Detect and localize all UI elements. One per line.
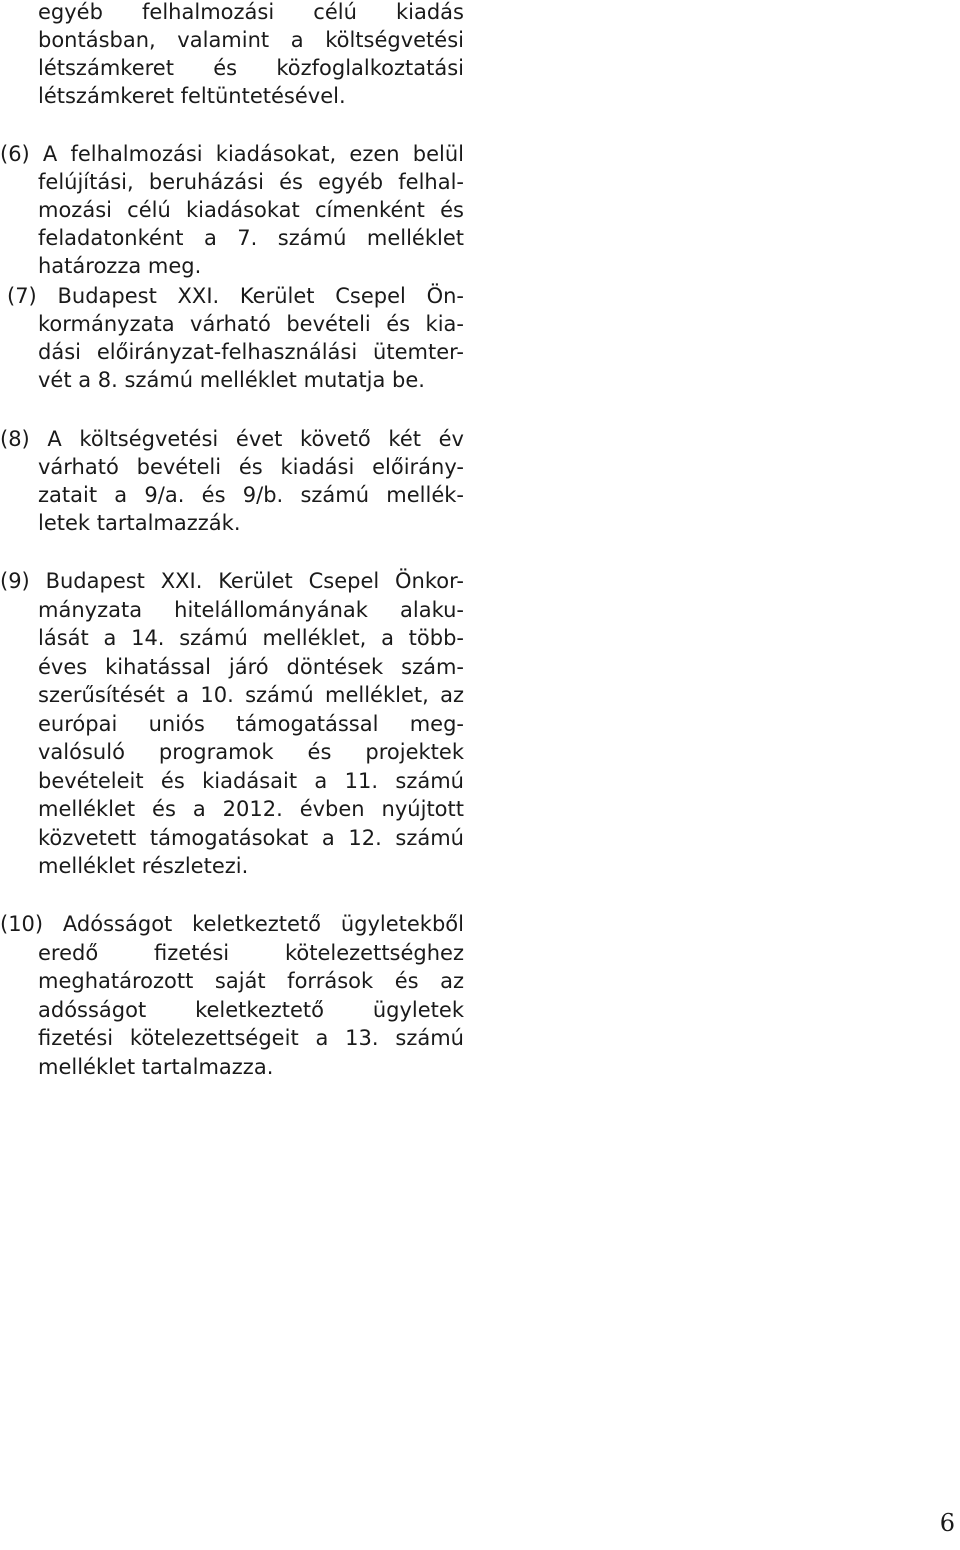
text-line: lását a 14. számú melléklet, a több-	[38, 626, 464, 650]
text-line: melléklet tartalmazza.	[38, 1055, 274, 1079]
text-line: valósuló programok és projektek	[38, 740, 464, 764]
text-line: éves kihatással járó döntések szám-	[38, 655, 464, 679]
text-line: eredő fizetési kötelezettséghez	[38, 941, 464, 965]
text-line: európai uniós támogatással meg-	[38, 712, 464, 736]
text-line: (6) A felhalmozási kiadásokat, ezen belül	[0, 142, 464, 166]
text-line: határozza meg.	[38, 254, 202, 278]
text-line: (10) Adósságot keletkeztető ügyletekből	[0, 912, 464, 936]
text-line: egyéb felhalmozási célú kiadás	[38, 0, 464, 24]
text-line: vét a 8. számú melléklet mutatja be.	[38, 368, 425, 392]
text-line: fizetési kötelezettségeit a 13. számú	[38, 1026, 464, 1050]
text-line: szerűsítését a 10. számú melléklet, az	[38, 683, 464, 707]
text-line: (8) A költségvetési évet követő két év	[0, 427, 464, 451]
text-line: adósságot keletkeztető ügyletek	[38, 998, 464, 1022]
text-line: mányzata hitelállományának alaku-	[38, 598, 464, 622]
text-line: melléklet és a 2012. évben nyújtott	[38, 797, 464, 821]
text-line: letek tartalmazzák.	[38, 511, 241, 535]
page-number: 6	[939, 1509, 955, 1537]
text-line: mozási célú kiadásokat címenként és	[38, 198, 464, 222]
text-line: feladatonként a 7. számú melléklet	[38, 226, 464, 250]
text-line: felújítási, beruházási és egyéb felhal-	[38, 170, 464, 194]
text-line: létszámkeret feltüntetésével.	[38, 84, 346, 108]
text-line: melléklet részletezi.	[38, 854, 249, 878]
text-line: közvetett támogatásokat a 12. számú	[38, 826, 464, 850]
text-line: bontásban, valamint a költségvetési	[38, 28, 464, 52]
text-line: meghatározott saját források és az	[38, 969, 464, 993]
text-line: létszámkeret és közfoglalkoztatási	[38, 56, 464, 80]
text-line: zatait a 9/a. és 9/b. számú mellék-	[38, 483, 464, 507]
text-line: bevételeit és kiadásait a 11. számú	[38, 769, 464, 793]
text-line: kormányzata várható bevételi és kia-	[38, 312, 464, 336]
text-line: (7) Budapest XXI. Kerület Csepel Ön-	[7, 284, 464, 308]
text-line: dási előirányzat-felhasználási ütemter-	[38, 340, 464, 364]
text-line: (9) Budapest XXI. Kerület Csepel Önkor-	[0, 569, 464, 593]
text-line: várható bevételi és kiadási előirány-	[38, 455, 464, 479]
